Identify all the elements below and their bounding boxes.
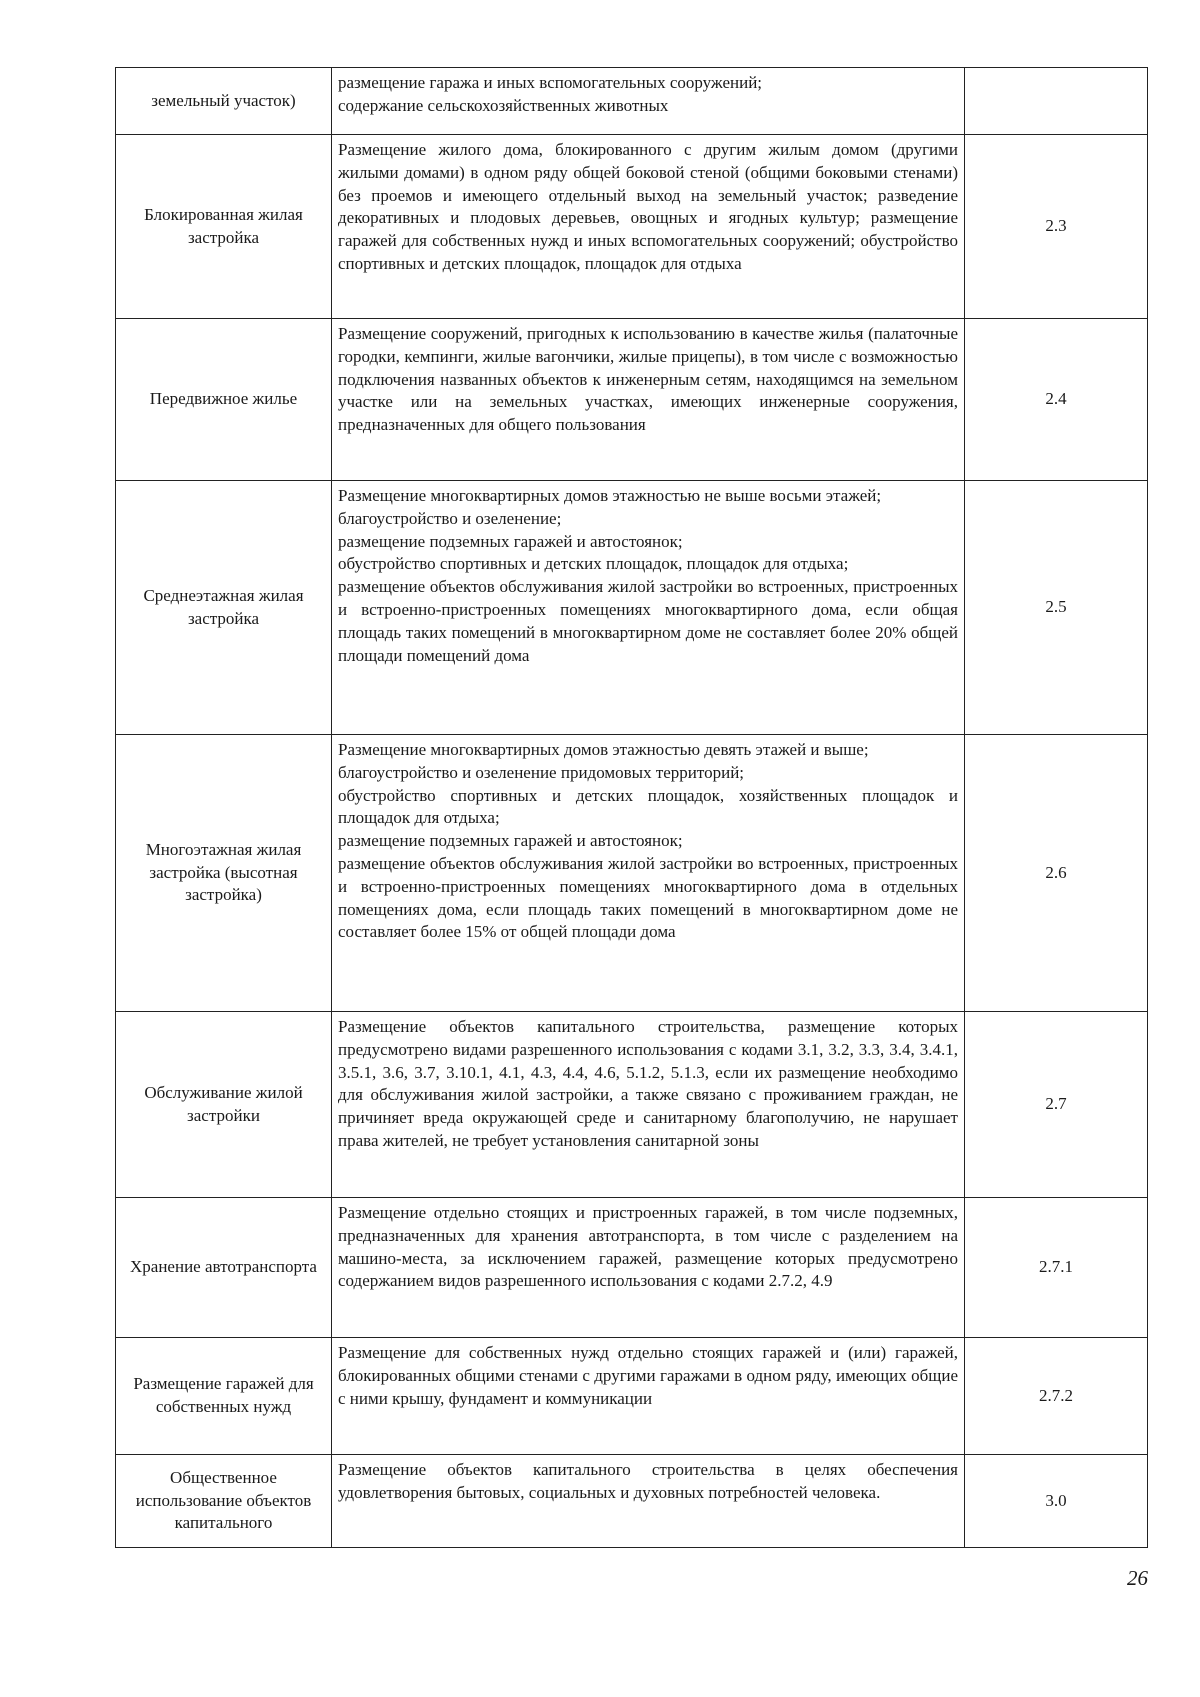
use-type-code: 2.3: [965, 135, 1148, 319]
description-line: Размещение объектов капитального строительства, размещение которых предусмотрено видами разрешенного использования с кодами 3.1, 3.2, 3.3, 3.4, 3.4.1, 3.5.1, 3.6, 3.7, 3.10.1, 4.1, 4.3, 4.4, 4.6, 5.1.2, 5.1.3, если их размещение необходимо для обслуживания жилой застройки, а также связано с проживанием граждан, не причиняет вреда окружающей среде и санитарному благополучию, не нарушает права жителей, не требует установления санитарной зоны: [338, 1017, 958, 1150]
use-type-code: [965, 68, 1148, 135]
description-line: размещение объектов обслуживания жилой застройки во встроенных, пристроенных и встроенно-пристроенных помещениях многоквартирного дома в отдельных помещениях дома, если площадь таких помещений в многоквартирном доме не составляет более 15% от общей площади дома: [338, 853, 958, 942]
use-type-description: [332, 1338, 965, 1455]
use-type-name: Передвижное жилье: [116, 319, 332, 481]
description-line: обустройство спортивных и детских площадок, хозяйственных площадок и площадок для отдыха;: [338, 785, 958, 828]
description-line: Размещение жилого дома, блокированного с другим жилым домом (другими жилыми домами) в одном ряду общей боковой стеной (общими боковыми стенами) без проемов и имеющего отдельный выход на земельный участок; разведение декоративных и плодовых деревьев, овощных и ягодных культур; размещение гаражей для собственных нужд и иных вспомогательных сооружений; обустройство спортивных и детских площадок, площадок для отдыха: [338, 140, 958, 273]
use-type-name: Среднеэтажная жилая застройка: [116, 481, 332, 735]
description-line: Размещение для собственных нужд отдельно стоящих гаражей и (или) гаражей, блокированных общими стенами с другими гаражами в одном ряду, имеющих общие с ними крышу, фундамент и коммуникации: [338, 1343, 958, 1408]
table-row: [116, 68, 1148, 135]
use-type-name: Обслуживание жилой застройки: [116, 1012, 332, 1198]
use-type-name: Общественное использование объектов капитального: [116, 1455, 332, 1548]
table-row: [116, 135, 1148, 319]
description-line: благоустройство и озеленение;: [338, 508, 562, 528]
description-line: благоустройство и озеленение придомовых территорий;: [338, 762, 745, 782]
use-type-description: [332, 1012, 965, 1198]
use-type-code: 2.6: [965, 735, 1148, 1012]
use-type-name: Размещение гаражей для собственных нужд: [116, 1338, 332, 1455]
description-line: обустройство спортивных и детских площадок, площадок для отдыха;: [338, 554, 849, 574]
use-type-code: 3.0: [965, 1455, 1148, 1548]
use-type-code: 2.7.2: [965, 1338, 1148, 1455]
use-type-code: 2.4: [965, 319, 1148, 481]
use-type-name: Хранение автотранспорта: [116, 1198, 332, 1338]
page-number: 26: [1127, 1566, 1148, 1590]
description-line: размещение гаража и иных вспомогательных сооружений;: [338, 73, 763, 92]
use-type-description: [332, 735, 965, 1012]
description-line: Размещение объектов капитального строительства в целях обеспечения удовлетворения бытовых, социальных и духовных потребностей человека.: [338, 1460, 958, 1502]
description-line: Размещение сооружений, пригодных к использованию в качестве жилья (палаточные городки, кемпинги, жилые вагончики, жилые прицепы), в том числе с возможностью подключения названных объектов к инженерным сетям, находящимся на земельном участке или на земельных участках, имеющих инженерные сооружения, предназначенных для общего пользования: [338, 324, 958, 435]
table-row: [116, 319, 1148, 481]
use-type-description: [332, 1198, 965, 1338]
use-type-description: [332, 1455, 965, 1548]
use-type-description: [332, 68, 965, 135]
description-line: Размещение отдельно стоящих и пристроенных гаражей, в том числе подземных, предназначенных для хранения автотранспорта, в том числе с разделением на машино-места, за исключением гаражей, размещение которых предусмотрено содержанием видов разрешенного использования с кодами 2.7.2, 4.9: [338, 1203, 958, 1291]
use-type-code: 2.7.1: [965, 1198, 1148, 1338]
table-row: [116, 1338, 1148, 1455]
description-line: размещение объектов обслуживания жилой застройки во встроенных, пристроенных и встроенно-пристроенных помещениях многоквартирного дома, если общая площадь таких помещений в многоквартирном доме не составляет более 20% общей площади помещений дома: [338, 577, 958, 665]
use-type-name: Многоэтажная жилая застройка (высотная застройка): [116, 735, 332, 1012]
use-type-code: 2.5: [965, 481, 1148, 735]
description-line: Размещение многоквартирных домов этажностью девять этажей и выше;: [338, 740, 869, 759]
description-line: содержание сельскохозяйственных животных: [338, 95, 669, 115]
table-row: [116, 481, 1148, 735]
description-line: размещение подземных гаражей и автостоянок;: [338, 531, 683, 551]
table-row: [116, 1455, 1148, 1548]
use-type-name: земельный участок): [116, 68, 332, 135]
use-type-name: Блокированная жилая застройка: [116, 135, 332, 319]
land-use-table-body: [116, 68, 1148, 1548]
table-row: [116, 1198, 1148, 1338]
use-type-description: [332, 319, 965, 481]
use-type-description: [332, 481, 965, 735]
land-use-table: [115, 67, 1148, 1548]
use-type-code: 2.7: [965, 1012, 1148, 1198]
use-type-description: [332, 135, 965, 319]
table-row: [116, 1012, 1148, 1198]
table-row: [116, 735, 1148, 1012]
description-line: Размещение многоквартирных домов этажностью не выше восьми этажей;: [338, 486, 882, 505]
description-line: размещение подземных гаражей и автостоянок;: [338, 831, 683, 851]
